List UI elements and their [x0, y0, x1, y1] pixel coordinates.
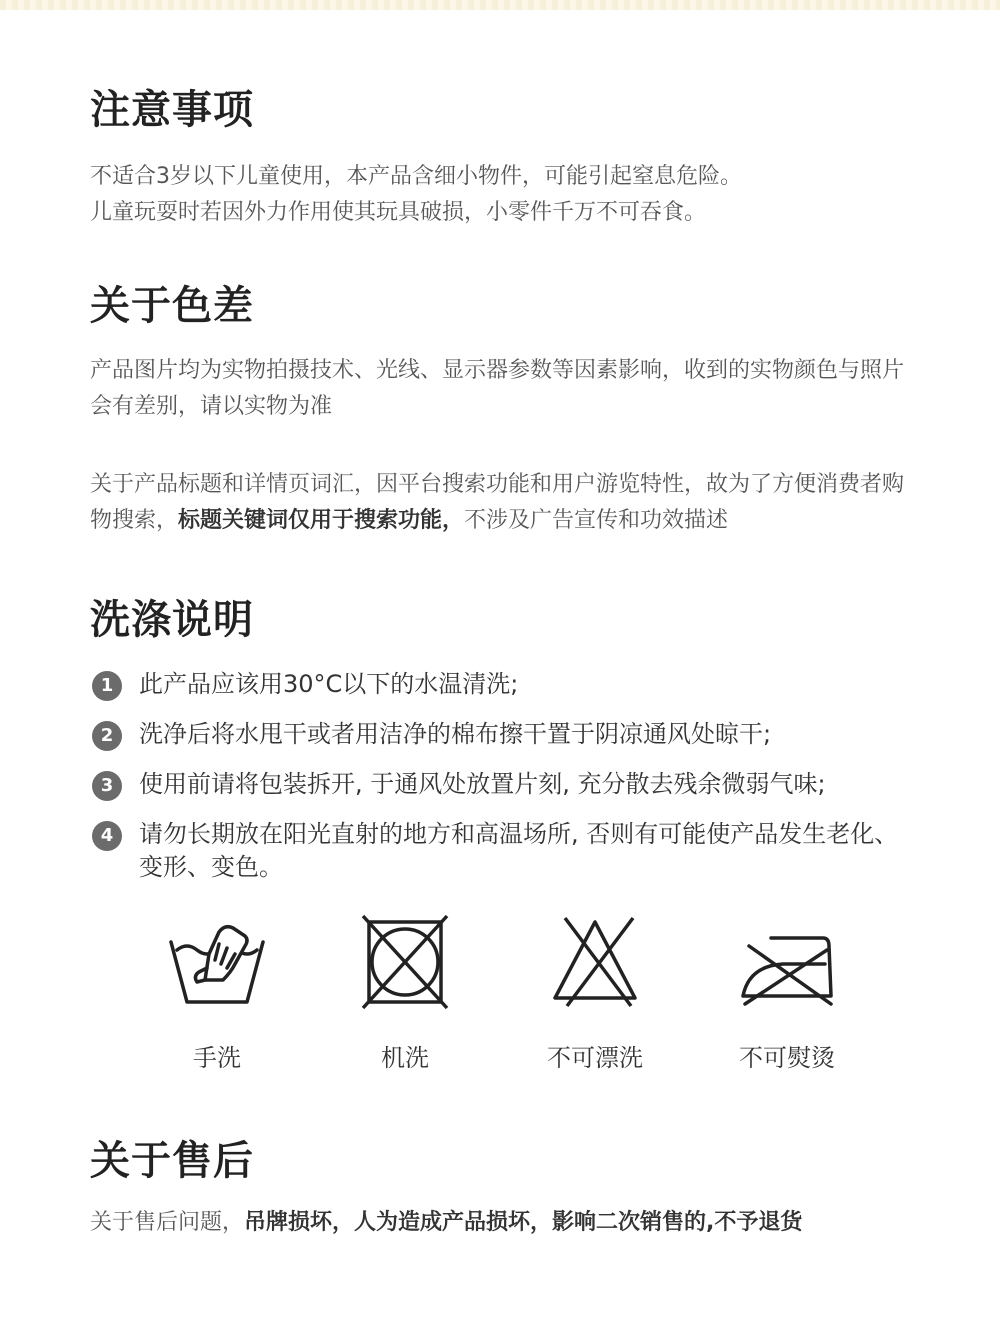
machine-wash-label: 机洗 — [381, 1044, 429, 1072]
care-symbol-no-iron — [717, 910, 857, 1010]
washing-instruction-item — [92, 818, 922, 884]
after-sales-section — [90, 1137, 254, 1185]
keyword-text-start: 关于产品标题和详情页词汇，因平台搜索功能和用户游览特性，故为了方便消费者购物搜索， — [90, 472, 905, 533]
after-sales-text-bold: 吊牌损坏，人为造成产品损坏，影响二次销售的,不予退货 — [244, 1210, 803, 1235]
number-badge: 2 — [92, 721, 122, 751]
title-keyword-notice — [90, 467, 920, 539]
no-iron-icon — [727, 910, 847, 1010]
keyword-text-bold: 标题关键词仅用于搜索功能， — [178, 508, 465, 533]
after-sales-title: 关于售后 — [90, 1138, 254, 1184]
color-diff-body — [90, 353, 920, 425]
washing-instruction-text: 此产品应该用30°C以下的水温清洗; — [139, 670, 519, 698]
color-diff-title: 关于色差 — [90, 283, 254, 329]
after-sales-paragraph — [90, 1205, 920, 1241]
no-iron-label: 不可熨烫 — [739, 1044, 835, 1072]
keyword-paragraph — [90, 467, 920, 539]
washing-instruction-text: 请勿长期放在阳光直射的地方和高温场所, 否则有可能使产品发生老化、变形、变色。 — [139, 820, 899, 881]
number-badge: 4 — [92, 821, 122, 851]
notice-title: 注意事项 — [90, 87, 254, 133]
number-badge: 1 — [92, 671, 122, 701]
washing-instruction-list — [92, 668, 922, 901]
care-symbols-row — [150, 910, 870, 1080]
color-diff-paragraph: 产品图片均为实物拍摄技术、光线、显示器参数等因素影响，收到的实物颜色与照片会有差别，请以实物为准 — [90, 358, 905, 419]
decorative-top-strip — [0, 0, 1000, 10]
no-bleach-label: 不可漂洗 — [547, 1044, 643, 1072]
washing-instruction-item — [92, 668, 922, 701]
hand-wash-icon — [157, 910, 277, 1010]
care-symbol-hand-wash — [147, 910, 287, 1010]
notice-line-1: 不适合3岁以下儿童使用，本产品含细小物件，可能引起窒息危险。 — [90, 164, 742, 189]
care-symbol-machine-wash — [335, 910, 475, 1010]
washing-title: 洗涤说明 — [90, 597, 254, 643]
washing-instruction-text: 洗净后将水甩干或者用洁净的棉布擦干置于阴凉通风处晾干; — [139, 720, 772, 748]
number-badge: 3 — [92, 771, 122, 801]
care-symbol-no-bleach — [525, 910, 665, 1010]
machine-wash-icon — [345, 910, 465, 1010]
washing-section — [90, 596, 254, 644]
no-bleach-icon — [535, 910, 655, 1010]
hand-wash-label: 手洗 — [193, 1044, 241, 1072]
color-diff-section — [90, 282, 254, 330]
keyword-text-end: 不涉及广告宣传和功效描述 — [464, 508, 729, 533]
notice-body — [90, 159, 920, 231]
washing-instruction-item — [92, 768, 922, 801]
washing-instruction-text: 使用前请将包装拆开, 于通风处放置片刻, 充分散去残余微弱气味; — [139, 770, 826, 798]
after-sales-text-start: 关于售后问题， — [90, 1210, 245, 1235]
washing-instruction-item — [92, 718, 922, 751]
notice-section — [90, 86, 254, 134]
notice-line-2: 儿童玩耍时若因外力作用使其玩具破损，小零件千万不可吞食。 — [90, 200, 707, 225]
after-sales-body — [90, 1205, 920, 1241]
